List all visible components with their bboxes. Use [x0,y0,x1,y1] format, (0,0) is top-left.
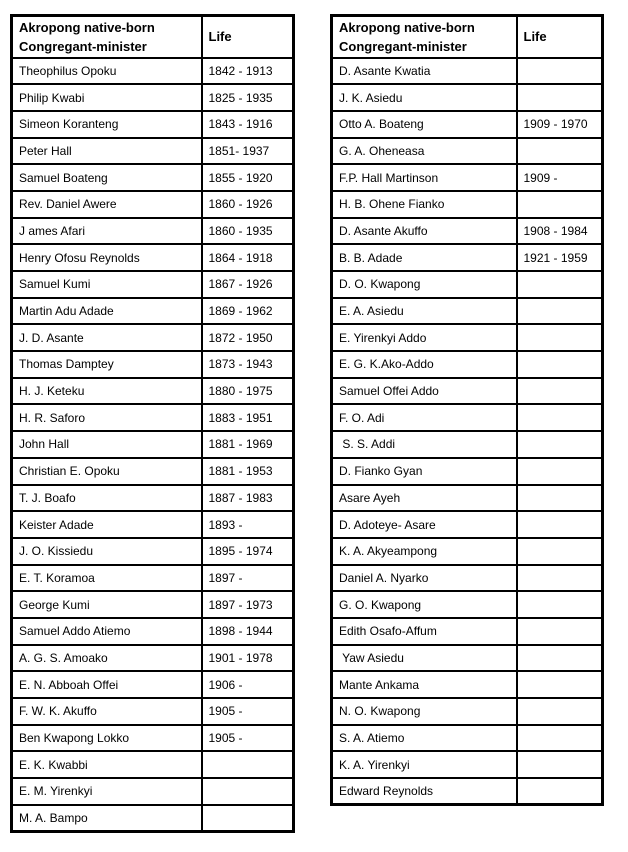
life-span-cell: 1898 - 1944 [202,618,294,645]
table-row [332,431,603,458]
table-row [332,271,603,298]
minister-name-cell: K. A. Akyeampong [332,538,517,565]
minister-name-cell: Samuel Addo Atiemo [12,618,202,645]
life-column-header: Life [202,16,294,58]
table-row [12,458,294,485]
minister-name-cell: Rev. Daniel Awere [12,191,202,218]
life-span-cell [202,805,294,832]
life-span-cell [517,725,603,752]
name-column-header-line2: Congregant-minister [19,38,147,54]
minister-name-cell: E. T. Koramoa [12,565,202,592]
minister-name-cell: Otto A. Boateng [332,111,517,138]
table-row [12,698,294,725]
table-row [332,698,603,725]
table-row [332,244,603,271]
life-span-cell [517,351,603,378]
table-row [332,111,603,138]
table-row [12,751,294,778]
name-column-header-line1: Akropong native-born [19,19,155,35]
table-row [12,404,294,431]
life-span-cell [517,324,603,351]
life-span-cell: 1901 - 1978 [202,645,294,672]
minister-name-cell: T. J. Boafo [12,485,202,512]
minister-name-cell: H. J. Keteku [12,378,202,405]
minister-name-cell: Samuel Offei Addo [332,378,517,405]
life-span-cell: 1881 - 1953 [202,458,294,485]
table-row [12,58,294,85]
life-span-cell: 1873 - 1943 [202,351,294,378]
minister-name-cell: G. O. Kwapong [332,591,517,618]
minister-name-cell: F.P. Hall Martinson [332,164,517,191]
life-span-cell [202,778,294,805]
life-span-cell [517,591,603,618]
table-row [12,351,294,378]
table-row [332,218,603,245]
minister-name-cell: Thomas Damptey [12,351,202,378]
table-row [12,111,294,138]
table-row [12,511,294,538]
table-row [12,191,294,218]
life-span-cell: 1883 - 1951 [202,404,294,431]
life-span-cell: 1905 - [202,725,294,752]
minister-name-cell: E. G. K.Ako-Addo [332,351,517,378]
minister-name-cell: Ben Kwapong Lokko [12,725,202,752]
minister-name-cell: J. O. Kissiedu [12,538,202,565]
life-span-cell [517,618,603,645]
minister-name-cell: S. A. Atiemo [332,725,517,752]
table-row [12,218,294,245]
table-row [332,511,603,538]
table-row [12,298,294,325]
table-row [332,645,603,672]
life-span-cell: 1855 - 1920 [202,164,294,191]
life-span-cell: 1897 - [202,565,294,592]
table-row [332,751,603,778]
table-row [332,138,603,165]
life-span-cell: 1860 - 1935 [202,218,294,245]
header-row [12,16,294,58]
life-span-cell [517,84,603,111]
life-span-cell [517,538,603,565]
minister-name-cell: E. Yirenkyi Addo [332,324,517,351]
table-row [332,591,603,618]
ministers-table-right [330,14,604,806]
table-row [332,458,603,485]
table-row [12,565,294,592]
minister-name-cell: B. B. Adade [332,244,517,271]
minister-name-cell: E. K. Kwabbi [12,751,202,778]
life-span-cell: 1906 - [202,671,294,698]
minister-name-cell: E. A. Asiedu [332,298,517,325]
name-column-header [12,16,202,58]
life-span-cell [517,778,603,805]
life-span-cell [517,58,603,85]
name-column-header [332,16,517,58]
minister-name-cell: D. O. Kwapong [332,271,517,298]
table-row [12,164,294,191]
life-span-cell: 1893 - [202,511,294,538]
table-row [12,671,294,698]
life-span-cell [517,138,603,165]
minister-name-cell: Mante Ankama [332,671,517,698]
table-row [12,271,294,298]
minister-name-cell: Henry Ofosu Reynolds [12,244,202,271]
table-row [332,778,603,805]
table-row [12,84,294,111]
table-row [332,618,603,645]
header-row [332,16,603,58]
life-span-cell: 1872 - 1950 [202,324,294,351]
life-span-cell [517,378,603,405]
table-row [12,645,294,672]
table-row [12,378,294,405]
table-row [332,725,603,752]
life-span-cell [517,751,603,778]
life-column-header: Life [517,16,603,58]
life-span-cell [517,565,603,592]
minister-name-cell: Keister Adade [12,511,202,538]
table-row [12,725,294,752]
life-span-cell [517,485,603,512]
minister-name-cell: J ames Afari [12,218,202,245]
minister-name-cell: Edward Reynolds [332,778,517,805]
minister-name-cell: John Hall [12,431,202,458]
life-span-cell: 1843 - 1916 [202,111,294,138]
life-span-cell [517,511,603,538]
ministers-table-left [10,14,295,833]
table-row [332,378,603,405]
table-row [12,591,294,618]
table-row [12,324,294,351]
minister-name-cell: F. O. Adi [332,404,517,431]
life-span-cell [517,271,603,298]
life-span-cell [517,298,603,325]
minister-name-cell: A. G. S. Amoako [12,645,202,672]
minister-name-cell: J. K. Asiedu [332,84,517,111]
life-span-cell: 1881 - 1969 [202,431,294,458]
table-row [12,778,294,805]
minister-name-cell: E. M. Yirenkyi [12,778,202,805]
minister-name-cell: Yaw Asiedu [332,645,517,672]
minister-name-cell: D. Asante Kwatia [332,58,517,85]
life-span-cell: 1895 - 1974 [202,538,294,565]
life-span-cell: 1909 - [517,164,603,191]
table-body-right [332,58,603,805]
minister-name-cell: Edith Osafo-Affum [332,618,517,645]
minister-name-cell: D. Adoteye- Asare [332,511,517,538]
life-span-cell [202,751,294,778]
minister-name-cell: Samuel Boateng [12,164,202,191]
life-span-cell: 1860 - 1926 [202,191,294,218]
table-row [332,191,603,218]
life-span-cell [517,698,603,725]
minister-name-cell: H. R. Saforo [12,404,202,431]
minister-name-cell: Asare Ayeh [332,485,517,512]
table-row [12,431,294,458]
minister-name-cell: J. D. Asante [12,324,202,351]
life-span-cell: 1864 - 1918 [202,244,294,271]
minister-name-cell: E. N. Abboah Offei [12,671,202,698]
minister-name-cell: D. Asante Akuffo [332,218,517,245]
table-row [332,565,603,592]
table-row [332,324,603,351]
minister-name-cell: George Kumi [12,591,202,618]
table-row [332,84,603,111]
table-row [332,671,603,698]
table-row [332,58,603,85]
table-row [332,538,603,565]
table-row [332,164,603,191]
table-row [12,805,294,832]
minister-name-cell: H. B. Ohene Fianko [332,191,517,218]
table-row [332,351,603,378]
life-span-cell [517,191,603,218]
table-row [12,244,294,271]
minister-name-cell: Theophilus Opoku [12,58,202,85]
table-row [332,404,603,431]
table-row [332,485,603,512]
minister-name-cell: Martin Adu Adade [12,298,202,325]
minister-name-cell: M. A. Bampo [12,805,202,832]
life-span-cell: 1909 - 1970 [517,111,603,138]
minister-name-cell: Christian E. Opoku [12,458,202,485]
name-column-header-line2: Congregant-minister [339,38,467,54]
life-span-cell: 1825 - 1935 [202,84,294,111]
life-span-cell: 1897 - 1973 [202,591,294,618]
life-span-cell: 1851- 1937 [202,138,294,165]
life-span-cell [517,431,603,458]
life-span-cell: 1905 - [202,698,294,725]
life-span-cell: 1921 - 1959 [517,244,603,271]
life-span-cell: 1869 - 1962 [202,298,294,325]
table-row [332,298,603,325]
minister-name-cell: G. A. Oheneasa [332,138,517,165]
minister-name-cell: Samuel Kumi [12,271,202,298]
table-row [12,618,294,645]
life-span-cell: 1908 - 1984 [517,218,603,245]
minister-name-cell: Simeon Koranteng [12,111,202,138]
table-row [12,538,294,565]
minister-name-cell: Philip Kwabi [12,84,202,111]
name-column-header-line1: Akropong native-born [339,19,475,35]
minister-name-cell: D. Fianko Gyan [332,458,517,485]
life-span-cell: 1842 - 1913 [202,58,294,85]
minister-name-cell: Peter Hall [12,138,202,165]
minister-name-cell: F. W. K. Akuffo [12,698,202,725]
life-span-cell [517,458,603,485]
table-row [12,138,294,165]
life-span-cell: 1867 - 1926 [202,271,294,298]
table-row [12,485,294,512]
life-span-cell: 1887 - 1983 [202,485,294,512]
life-span-cell: 1880 - 1975 [202,378,294,405]
minister-name-cell: S. S. Addi [332,431,517,458]
minister-name-cell: N. O. Kwapong [332,698,517,725]
life-span-cell [517,404,603,431]
life-span-cell [517,671,603,698]
table-body-left [12,58,294,832]
minister-name-cell: K. A. Yirenkyi [332,751,517,778]
minister-name-cell: Daniel A. Nyarko [332,565,517,592]
life-span-cell [517,645,603,672]
